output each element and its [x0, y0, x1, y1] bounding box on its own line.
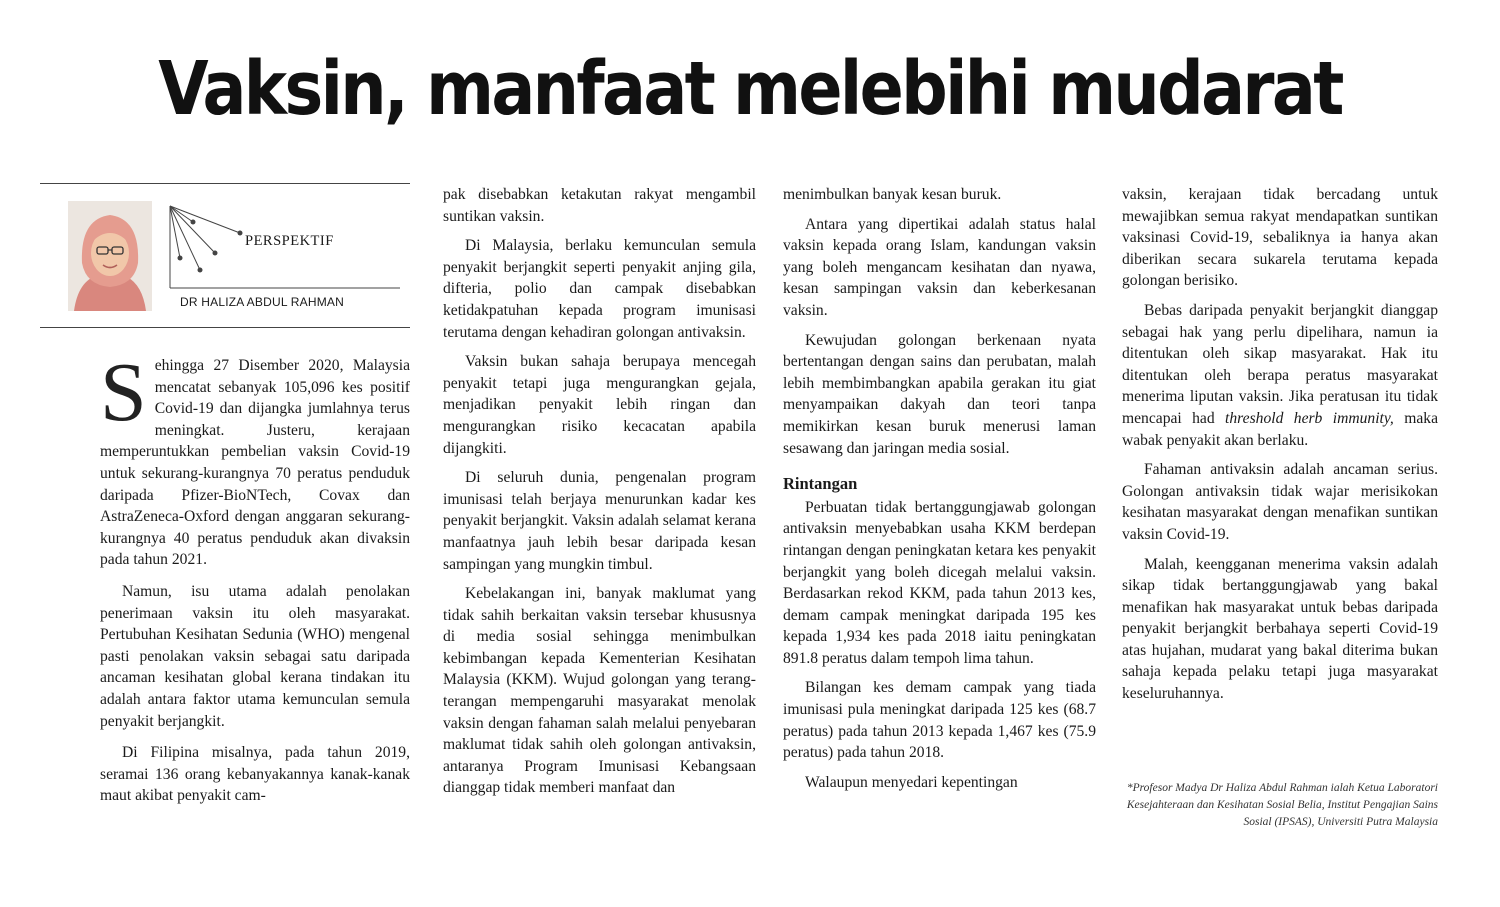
author-box	[40, 183, 410, 328]
paragraph: Malah, keengganan menerima vaksin adalah sikap tidak bertanggungjawab yang bakal menafikan hak masyarakat untuk bebas daripada penyakit berjangkit berbahaya seperti Covid-19 atas hujahan, mudarat yang bakal diterima bukan sahaja kepada pelaku tetapi juga masyarakat keseluruhannya.	[1122, 555, 1438, 703]
paragraph: pak disebabkan ketakutan rakyat mengambil suntikan vaksin.	[443, 186, 756, 225]
paragraph: Kebelakangan ini, banyak maklumat yang tidak sahih berkaitan vaksin tersebar khususnya di media sosial sehingga menimbulkan kebimbangan kepada Kementerian Kesihatan Malaysia (KKM). Wujud golongan yang terang-terangan mempengaruhi masyarakat menolak vaksin dengan fahaman salah melalui penyebaran maklumat tidak sahih oleh golongan antivaksin, antaranya Program Imunisasi Kebangsaan dianggap tidak memberi manfaat dan	[443, 585, 756, 797]
subheading: Rintangan	[783, 474, 858, 494]
headline: Vaksin, manfaat melebihi mudarat	[158, 46, 1342, 132]
author-photo	[68, 201, 152, 311]
paragraph: Namun, isu utama adalah penolakan penerimaan vaksin itu oleh masyarakat. Pertubuhan Kesihatan Sedunia (WHO) mengenal pasti penolakan vaksin sebagai satu daripada ancaman kesihatan global kerana tindakan itu adalah antara faktor utama kemunculan semula penyakit berjangkit.	[100, 582, 410, 730]
kicker-label: PERSPEKTIF	[245, 233, 334, 249]
paragraph: Bilangan kes demam campak yang tiada imunisasi pula meningkat daripada 125 kes (68.7 peratus) pada tahun 2013 kepada 1,467 kes (75.9 peratus) pada tahun 2018.	[783, 679, 1096, 762]
paragraph: Bebas daripada penyakit berjangkit dianggap sebagai hak yang perlu dipelihara, namun ia ditentukan oleh sikap masyarakat. Hak itu ditentukan oleh berapa peratus masyarakat menerima liputan vaksin. Jika peratusan itu tidak mencapai had threshold herb immunity, maka wabak penyakit akan berlaku.	[1122, 301, 1438, 449]
author-photo-icon	[68, 201, 152, 311]
paragraph: Di Filipina misalnya, pada tahun 2019, seramai 136 orang kebanyakannya kanak-kanak maut akibat penyakit cam-	[100, 744, 410, 805]
paragraph: menimbulkan banyak kesan buruk.	[783, 186, 1002, 203]
paragraph: Kewujudan golongan berkenaan nyata bertentangan dengan sains dan perubatan, malah lebih membimbangkan apabila gerakan itu giat menyampaikan dakyah dan teori tanpa memikirkan kesan buruk menerusi laman sesawang dan jaringan media sosial.	[783, 331, 1096, 457]
article-column-1	[100, 346, 410, 807]
paragraph: Fahaman antivaksin adalah ancaman serius. Golongan antivaksin tidak wajar merisikokan kesihatan masyarakat dengan menafikan suntikan vaksin Covid-19.	[1122, 461, 1438, 543]
paragraph: vaksin, kerajaan tidak bercadang untuk mewajibkan semua rakyat mendapatkan suntikan vaksinasi Covid-19, sebaliknya ia hanya akan diberikan secara sukarela terutama kepada golongan berisiko.	[1122, 186, 1438, 290]
paragraph: Sehingga 27 Disember 2020, Malaysia mencatat sebanyak 105,096 kes positif Covid-19 dan dijangka jumlahnya terus meningkat. Justeru, kerajaan memperuntukkan pembelian vaksin Covid-19 untuk sekurang-kurangnya 70 peratus penduduk daripada Pfizer-BioNTech, Covax dan AstraZeneca-Oxford dengan anggaran sekurang-kurangnya 40 peratus penduduk akan divaksin pada tahun 2021.	[100, 346, 410, 569]
author-byline: DR HALIZA ABDUL RAHMAN	[180, 295, 344, 309]
paragraph: Antara yang dipertikai adalah status halal vaksin kepada orang Islam, kandungan vaksin yang boleh mengancam kesihatan dan nyawa, kesan sampingan vaksin dan keberkesanan vaksin.	[783, 215, 1096, 319]
article-column-4	[1122, 184, 1438, 705]
paragraph: Di seluruh dunia, pengenalan program imunisasi telah berjaya menurunkan kadar kes penyakit berjangkit. Vaksin adalah selamat kerana manfaatnya jauh lebih besar daripada kesan sampingan yang mungkin timbul.	[443, 469, 756, 573]
article-column-3	[783, 184, 1096, 793]
paragraph: Vaksin bukan sahaja berupaya mencegah penyakit tetapi juga mengurangkan gejala, menjadikan penyakit lebih ringan dan mengurangkan risiko kecacatan apabila dijangkiti.	[443, 353, 756, 457]
paragraph: Di Malaysia, berlaku kemunculan semula penyakit berjangkit seperti penyakit anjing gila, difteria, polio dan campak disebabkan ketidakpatuhan kepada program imunisasi terutama dengan kehadiran golongan antivaksin.	[443, 237, 756, 341]
paragraph: Perbuatan tidak bertanggungjawab golongan antivaksin menyebabkan usaha KKM berdepan rintangan dengan peningkatan ketara kes penyakit berjangkit yang boleh dicegah melalui vaksin. Berdasarkan rekod KKM, pada tahun 2013 kes, demam campak meningkat daripada 195 kes kepada 1,934 kes pada 2018 iaitu peningkatan 891.8 peratus dalam tempoh lima tahun.	[783, 498, 1096, 667]
article-column-2	[443, 184, 756, 799]
author-footnote: *Profesor Madya Dr Haliza Abdul Rahman ialah Ketua Laboratori Kesejahteraan dan Kesihatan Sosial Belia, Institut Pengajian Sains Sosial (IPSAS), Universiti Putra Malaysia	[1126, 782, 1438, 828]
paragraph: Walaupun menyedari kepentingan	[805, 773, 1018, 791]
drop-cap: S	[100, 346, 147, 439]
italic-term: threshold herb immunity,	[1225, 409, 1394, 427]
